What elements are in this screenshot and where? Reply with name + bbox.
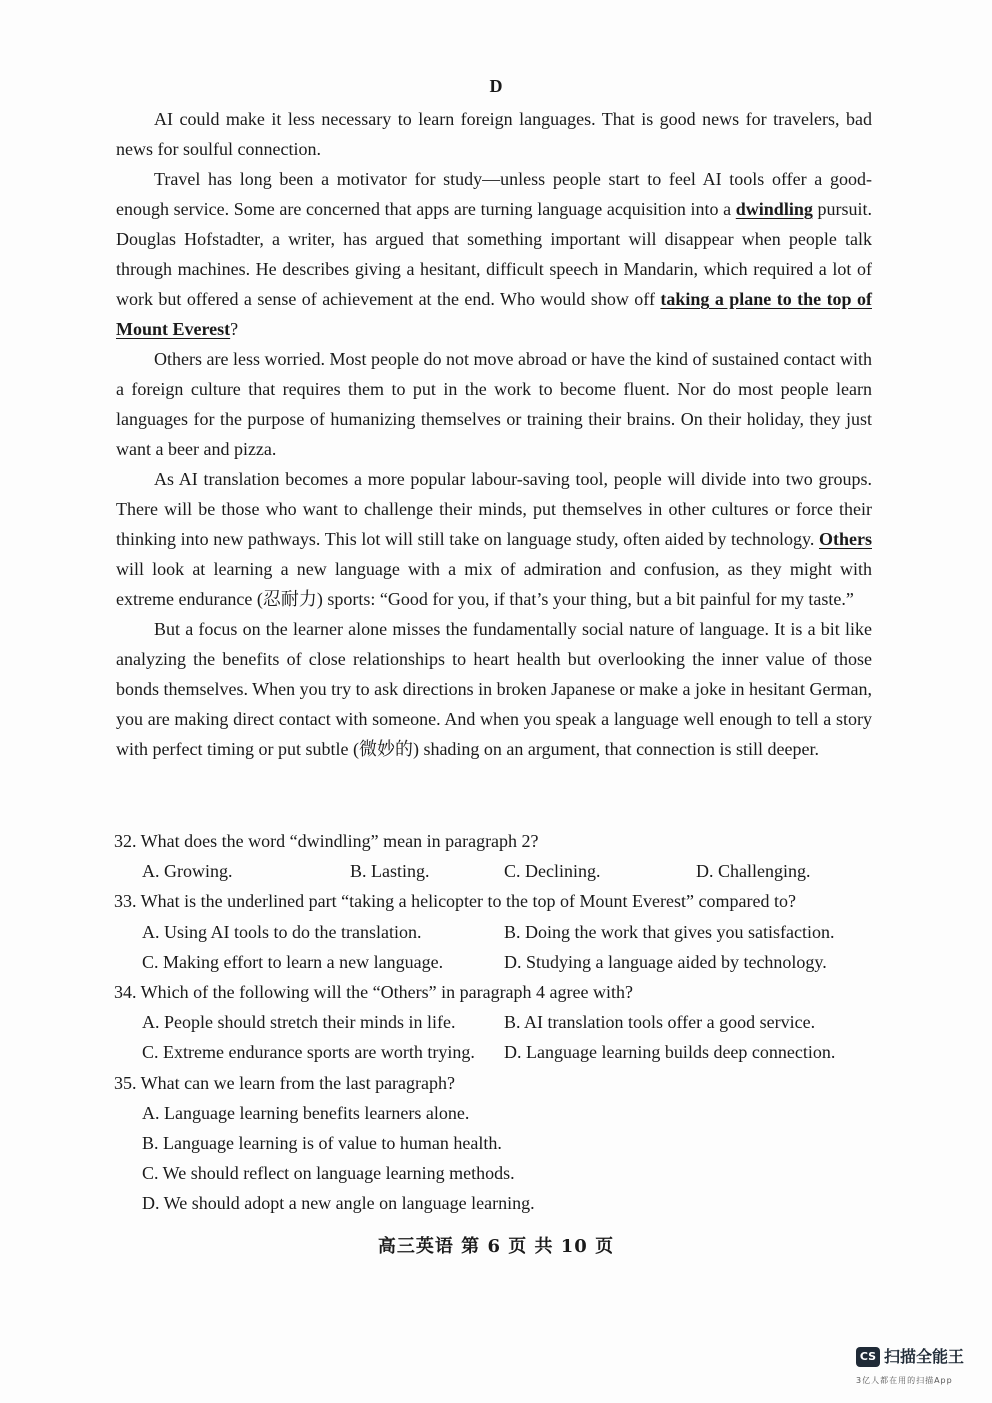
question-34-stem: 34. Which of the following will the “Others” in paragraph 4 agree with?: [114, 982, 634, 1003]
question-35-option-b: B. Language learning is of value to human health.: [142, 1133, 502, 1154]
question-32-option-b: B. Lasting.: [350, 861, 430, 882]
paragraph-4-text-a: As AI translation becomes a more popular labour-saving tool, people will divide into two groups. There will be those who want to challenge their minds, put themselves in other cultures or force their thinking into new pathways. This lot will still take on language study, often aided by technology.: [116, 469, 872, 549]
paragraph-3: Others are less worried. Most people do not move abroad or have the kind of sustained contact with a foreign culture that requires them to put in the work to become fluent. Nor do most people learn languages for the purpose of humanizing themselves or training their brains. On their holiday, they just want a beer and pizza.: [116, 349, 872, 459]
scanner-watermark: [856, 1347, 976, 1391]
question-32-option-a: A. Growing.: [142, 861, 233, 882]
question-32-option-d: D. Challenging.: [696, 861, 811, 882]
question-34-option-d: D. Language learning builds deep connection.: [504, 1042, 836, 1063]
question-34-options-row-2: [114, 1037, 874, 1067]
underlined-word-others: Others: [819, 529, 872, 549]
question-35-option-c: C. We should reflect on language learning methods.: [142, 1163, 515, 1184]
question-34-option-c: C. Extreme endurance sports are worth trying.: [142, 1042, 475, 1063]
question-35-option-a: A. Language learning benefits learners alone.: [142, 1102, 470, 1123]
paragraph-5: But a focus on the learner alone misses the fundamentally social nature of language. It is a bit like analyzing the benefits of close relationships to heart health but overlooking the inner value of those bonds themselves. When you try to ask directions in broken Japanese or make a joke in hesitant German, you are making direct contact with someone. And when you speak a language well enough to tell a story with perfect timing or put subtle (微妙的) shading on an argument, that connection is still deeper.: [116, 619, 872, 759]
watermark-app-name: 扫描全能王: [884, 1347, 965, 1366]
question-33-options-row-2: [114, 947, 874, 977]
paragraph-1: AI could make it less necessary to learn foreign languages. That is good news for travelers, bad news for soulful connection.: [116, 109, 872, 159]
question-35-stem: 35. What can we learn from the last paragraph?: [114, 1072, 456, 1093]
watermark-tagline: 3亿人都在用的扫描App: [856, 1376, 953, 1385]
paragraph-2-text-c: ?: [230, 319, 239, 339]
paragraph-4: [116, 464, 872, 614]
question-33-option-b: B. Doing the work that gives you satisfaction.: [504, 921, 835, 942]
question-35-option-d: D. We should adopt a new angle on language learning.: [142, 1193, 535, 1214]
underlined-word-dwindling: dwindling: [735, 199, 813, 219]
reading-passage: [116, 104, 872, 764]
question-list: [114, 826, 874, 1219]
camscanner-logo-icon: CS: [856, 1347, 880, 1367]
question-32-options: [114, 856, 874, 886]
question-34-option-b: B. AI translation tools offer a good service.: [504, 1012, 816, 1033]
question-33-options-row-1: [114, 917, 874, 947]
paragraph-2-text-a: Travel has long been a motivator for study—unless people start to feel AI tools offer a good-enough service. Some are concerned that apps are turning language acquisition into a: [116, 169, 872, 219]
question-33-option-a: A. Using AI tools to do the translation.: [142, 921, 422, 942]
paragraph-4-text-b: will look at learning a new language with a mix of admiration and confusion, as they might with extreme endurance (忍耐力) sports: “Good for you, if that’s your thing, but a bit painful for my taste.”: [116, 559, 872, 609]
page-footer: 高三英语 第 6 页 共 10 页: [377, 1236, 615, 1257]
question-32-stem: 32. What does the word “dwindling” mean in paragraph 2?: [114, 831, 539, 851]
paragraph-2-text-b: pursuit. Douglas Hofstadter, a writer, has argued that something important will disappear when people talk through machines. He describes giving a hesitant, difficult speech in Mandarin, which required a lot of work but offered a sense of achievement at the end. Who would show off: [116, 199, 872, 309]
question-32-option-c: C. Declining.: [504, 861, 601, 882]
question-34-option-a: A. People should stretch their minds in life.: [142, 1012, 456, 1033]
question-33-stem: 33. What is the underlined part “taking a helicopter to the top of Mount Everest” compared to?: [114, 891, 796, 912]
question-33-option-c: C. Making effort to learn a new language.: [142, 951, 444, 972]
section-heading: D: [489, 76, 503, 96]
question-33-option-d: D. Studying a language aided by technology.: [504, 951, 827, 972]
underlined-phrase-everest: taking a plane to the top of Mount Everest: [116, 289, 872, 339]
paragraph-2: [116, 164, 872, 344]
question-34-options-row-1: [114, 1007, 874, 1037]
